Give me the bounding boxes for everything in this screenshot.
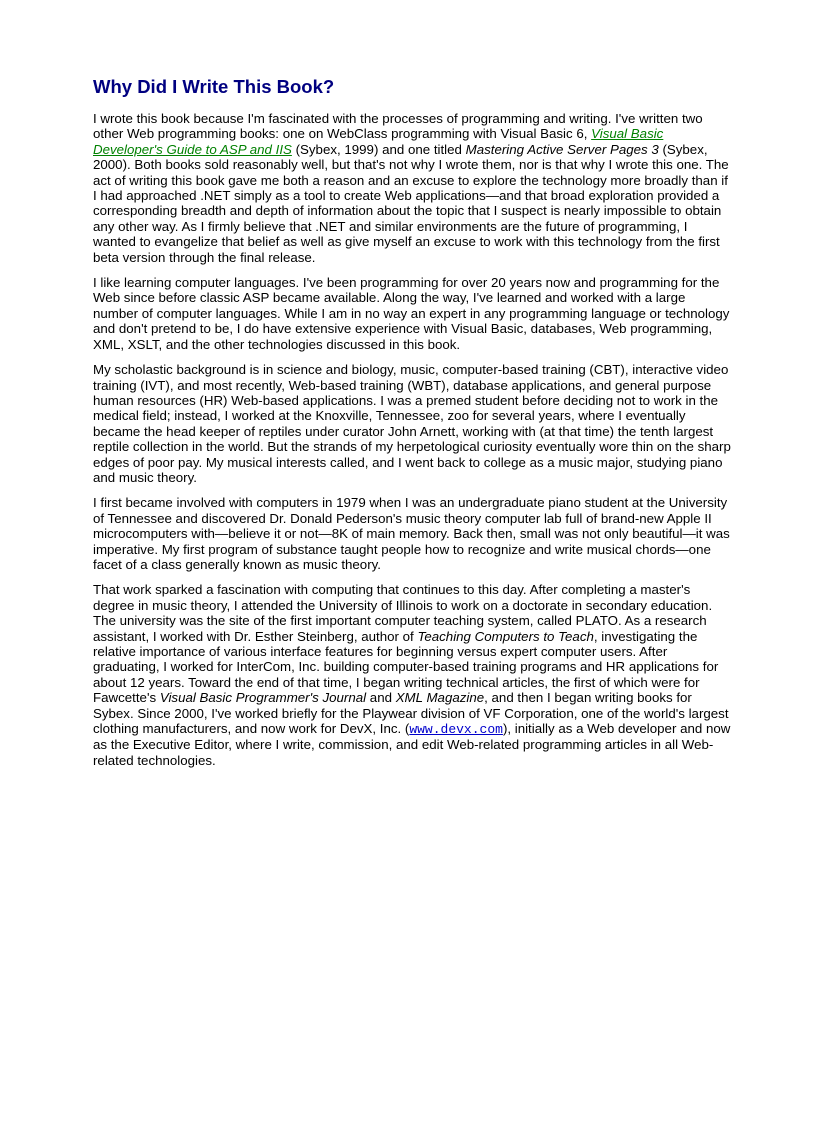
paragraph-1 <box>93 111 733 265</box>
paragraph-2: I like learning computer languages. I've been programming for over 20 years now and programming for the Web since before classic ASP became available. Along the way, I've learned and worked with a large number of computer languages. While I am in no way an expert in any programming language or technology and don't pretend to be, I do have extensive experience with Visual Basic, databases, Web programming, XML, XSLT, and the other technologies discussed in this book. <box>93 275 730 352</box>
book-link-vb-asp-iis[interactable]: Visual Basic Developer's Guide to ASP and IIS <box>93 126 664 157</box>
paragraph-4: I first became involved with computers in 1979 when I was an undergraduate piano student at the University of Tennessee and discovered Dr. Donald Pederson's music theory computer lab full of brand-new Apple II microcomputers with—believe it or not—8K of main memory. Back then, small was not only beautiful—it was imperative. My first program of substance taught people how to recognize and write musical chords—one facet of a class generally known as music theory. <box>93 495 730 572</box>
paragraph-1-text-c: (Sybex, 2000). Both books sold reasonably well, but that's not why I wrote them, nor is that why I wrote this one. The act of writing this book gave me both a reason and an excuse to explore the technology more broadly than if I had approached .NET simply as a tool to create Web applications—and that broad exploration provided a corresponding breadth and depth of information about the topic that I suspect is nearly impossible to obtain any other way. As I firmly believe that .NET and similar environments are the future of programming, I wanted to evangelize that belief as well as give myself an excuse to work with this technology from the first beta version through the final release. <box>93 141 729 265</box>
journal-title-xml-magazine: XML Magazine <box>395 690 485 706</box>
paragraph-5-text-c: and <box>366 690 396 706</box>
paragraph-5-text-d: , and then I began writing books for Sybex. Since 2000, I've worked briefly for the Playwear division of VF Corporation, one of the world's largest clothing manufacturers, and now work for DevX, Inc. ( <box>93 690 729 737</box>
document-page <box>93 76 733 778</box>
paragraph-3: My scholastic background is in science and biology, music, computer-based training (CBT), interactive video training (IVT), and most recently, Web-based training (WBT), database applications, and general purpose human resources (HR) Web-based applications. I was a premed student before deciding not to work in the medical field; instead, I worked at the Knoxville, Tennessee, zoo for several years, where I eventually became the head keeper of reptiles under curator John Arnett, working with (at that time) the tenth largest reptile collection in the world. But the strands of my herpetological curiosity eventually wore thin on the sharp edges of poor pay. My musical interests called, and I went back to college as a music major, studying piano and music theory. <box>93 362 731 485</box>
page-title: Why Did I Write This Book? <box>93 76 335 97</box>
paragraph-5 <box>93 582 733 768</box>
book-title-mastering-asp: Mastering Active Server Pages 3 <box>465 141 659 157</box>
paragraph-1-text-a: I wrote this book because I'm fascinated with the processes of programming and writing. I've written two other Web programming books: one on WebClass programming with Visual Basic 6, <box>93 111 703 142</box>
book-title-teaching-computers: Teaching Computers to Teach <box>417 628 594 644</box>
journal-title-vbpj: Visual Basic Programmer's Journal <box>159 690 367 706</box>
paragraph-5-text-a: That work sparked a fascination with computing that continues to this day. After completing a master's degree in music theory, I attended the University of Illinois to work on a doctorate in secondary education. The university was the site of the first important computer teaching system, called PLATO. As a research assistant, I worked with Dr. Esther Steinberg, author of <box>93 582 713 644</box>
paragraph-5-text-e: ), initially as a Web developer and now as the Executive Editor, where I write, commission, and edit Web-related programming articles in all Web-related technologies. <box>93 721 731 768</box>
paragraph-5-text-b: , investigating the relative importance of various interface features for beginning versus expert computer users. After graduating, I worked for InterCom, Inc. building computer-based training programs and HR applications for about 12 years. Toward the end of that time, I began writing technical articles, the first of which were for Fawcette's <box>93 628 719 706</box>
devx-url-link[interactable]: www.devx.com <box>409 722 503 738</box>
paragraph-1-text-b: (Sybex, 1999) and one titled <box>291 141 466 157</box>
